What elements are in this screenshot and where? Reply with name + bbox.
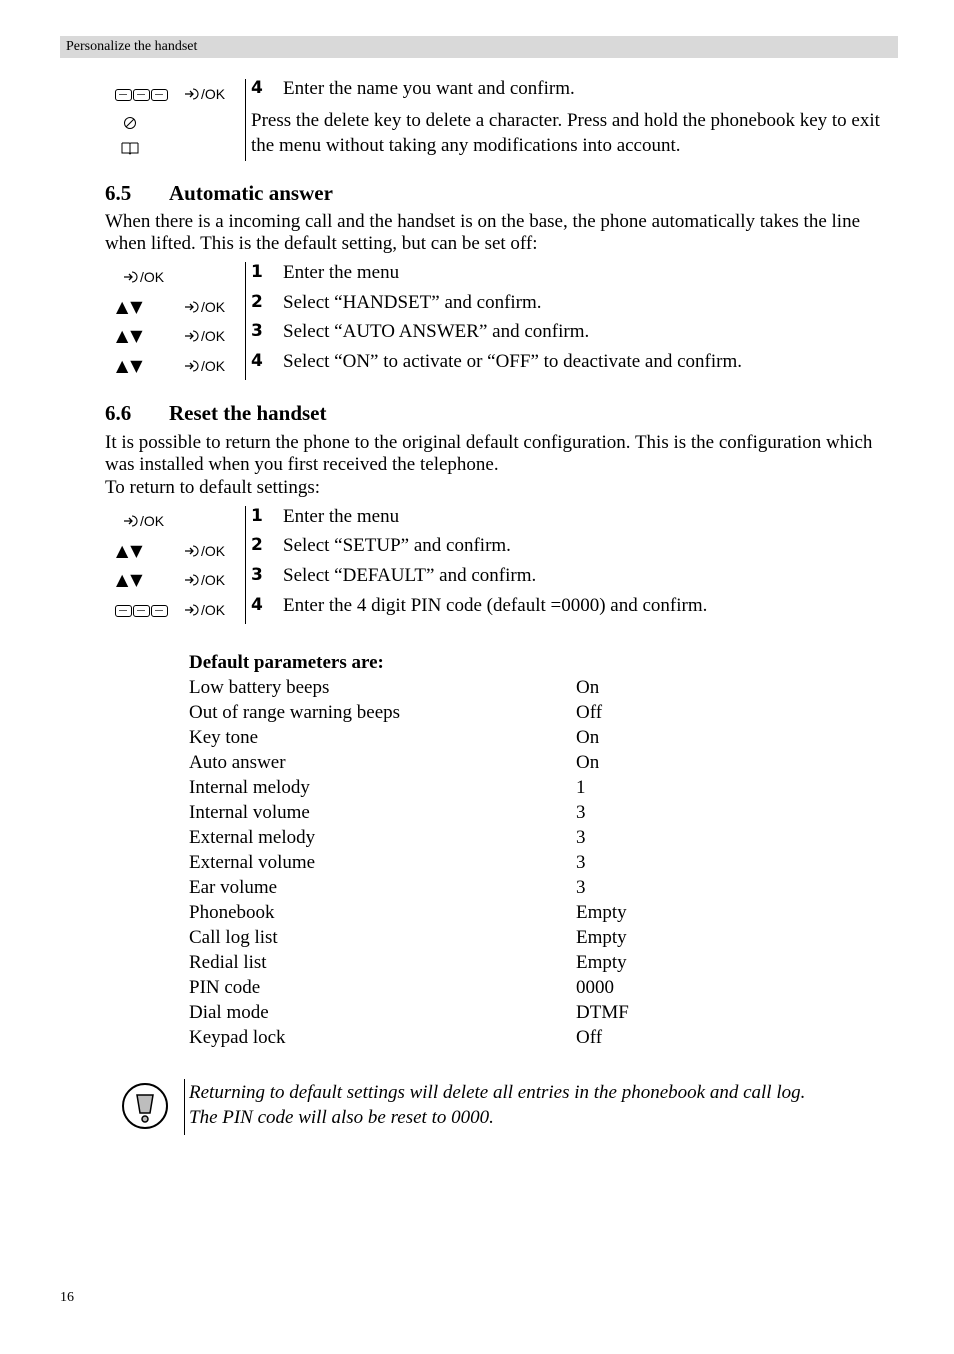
param-value: Empty <box>576 927 627 948</box>
step-note: Press the delete key to delete a character. Press and hold the phonebook key to exit the menu without taking any modifications into account. <box>251 110 880 156</box>
param-name: Ear volume <box>189 877 278 898</box>
section-heading-6-6: 6.6 Reset the handset <box>105 401 327 425</box>
defaults-row <box>189 852 689 877</box>
ok-key-icon: /OK <box>184 299 225 315</box>
page-header <box>60 36 898 58</box>
phonebook-key-icon <box>120 141 140 160</box>
param-value: 3 <box>576 802 586 823</box>
keypad-keys-icon <box>115 89 168 101</box>
param-value: 1 <box>576 777 586 798</box>
defaults-row <box>189 802 689 827</box>
step-text: Select “ON” to activate or “OFF” to deactivate and confirm. <box>283 351 742 372</box>
param-name: Internal melody <box>189 777 310 798</box>
param-value: Empty <box>576 952 627 973</box>
param-value: On <box>576 752 600 773</box>
section-intro-2: To return to default settings: <box>105 477 321 498</box>
param-name: Auto answer <box>189 752 286 773</box>
defaults-row <box>189 1002 689 1027</box>
warning-line-1: Returning to default settings will delete all entries in the phonebook and call log. <box>189 1082 806 1103</box>
step-text: Enter the menu <box>283 262 400 283</box>
defaults-row <box>189 702 689 727</box>
step-number: 4 <box>251 351 263 371</box>
step-text: Select “HANDSET” and confirm. <box>283 292 542 313</box>
navigation-arrows-icon: ▲▼ <box>116 326 145 345</box>
defaults-row <box>189 827 689 852</box>
warning-icon <box>120 1081 170 1136</box>
step-divider <box>245 506 246 624</box>
defaults-row <box>189 877 689 902</box>
param-name: External melody <box>189 827 316 848</box>
defaults-row <box>189 727 689 752</box>
param-value: On <box>576 677 600 698</box>
step-text: Enter the menu <box>283 506 400 527</box>
defaults-title: Default parameters are: <box>189 652 384 673</box>
step-text: Enter the name you want and confirm. <box>283 78 575 99</box>
defaults-row <box>189 752 689 777</box>
param-value: 3 <box>576 827 586 848</box>
ok-key-icon: /OK <box>184 328 225 344</box>
step-number: 2 <box>251 292 263 312</box>
step-number: 1 <box>251 506 263 526</box>
section-heading-6-5: 6.5 Automatic answer <box>105 181 333 205</box>
navigation-arrows-icon: ▲▼ <box>116 541 145 560</box>
note-divider <box>184 1079 185 1135</box>
param-name: External volume <box>189 852 316 873</box>
ok-key-icon: /OK <box>184 86 225 102</box>
navigation-arrows-icon: ▲▼ <box>116 570 145 589</box>
page-number: 16 <box>60 1290 74 1305</box>
param-name: Phonebook <box>189 902 275 923</box>
defaults-row <box>189 902 689 927</box>
step-text: Select “AUTO ANSWER” and confirm. <box>283 321 590 342</box>
ok-key-icon: /OK <box>184 572 225 588</box>
param-name: Keypad lock <box>189 1027 286 1048</box>
warning-note <box>189 1080 889 1130</box>
param-name: Call log list <box>189 927 278 948</box>
defaults-row <box>189 977 689 1002</box>
ok-key-icon: /OK <box>184 602 225 618</box>
param-value: 0000 <box>576 977 614 998</box>
step-text: Enter the 4 digit PIN code (default =0000) and confirm. <box>283 595 708 616</box>
step-divider <box>245 262 246 380</box>
param-name: Internal volume <box>189 802 310 823</box>
param-name: Low battery beeps <box>189 677 330 698</box>
step-number: 4 <box>251 595 263 615</box>
param-name: Out of range warning beeps <box>189 702 401 723</box>
keypad-keys-icon <box>115 605 168 617</box>
defaults-row <box>189 1027 689 1052</box>
step-number: 4 <box>251 78 263 98</box>
header-title: Personalize the handset <box>66 39 198 54</box>
step-text: Select “SETUP” and confirm. <box>283 535 511 556</box>
defaults-row <box>189 952 689 977</box>
ok-key-icon: /OK <box>123 269 164 285</box>
step-divider <box>245 79 246 161</box>
param-value: Off <box>576 1027 603 1048</box>
section-intro: It is possible to return the phone to the original default configuration. This is the configuration which was installed when you first received the telephone. <box>105 432 873 475</box>
section-intro: When there is a incoming call and the handset is on the base, the phone automatically takes the line when lifted. This is the default setting, but can be set off: <box>105 211 861 254</box>
param-value: On <box>576 727 600 748</box>
param-value: 3 <box>576 877 586 898</box>
step-number: 1 <box>251 262 263 282</box>
param-name: Key tone <box>189 727 259 748</box>
delete-key-icon <box>122 115 138 136</box>
step-number: 3 <box>251 321 263 341</box>
navigation-arrows-icon: ▲▼ <box>116 297 145 316</box>
param-name: Dial mode <box>189 1002 269 1023</box>
defaults-row <box>189 677 689 702</box>
param-value: DTMF <box>576 1002 629 1023</box>
navigation-arrows-icon: ▲▼ <box>116 356 145 375</box>
warning-line-2: The PIN code will also be reset to 0000. <box>189 1107 494 1128</box>
ok-key-icon: /OK <box>184 543 225 559</box>
param-value: 3 <box>576 852 586 873</box>
param-value: Off <box>576 702 603 723</box>
step-text: Select “DEFAULT” and confirm. <box>283 565 537 586</box>
step-number: 2 <box>251 535 263 555</box>
defaults-row <box>189 777 689 802</box>
step-number: 3 <box>251 565 263 585</box>
defaults-row <box>189 927 689 952</box>
param-name: PIN code <box>189 977 261 998</box>
param-name: Redial list <box>189 952 267 973</box>
ok-key-icon: /OK <box>184 358 225 374</box>
param-value: Empty <box>576 902 627 923</box>
ok-key-icon: /OK <box>123 513 164 529</box>
